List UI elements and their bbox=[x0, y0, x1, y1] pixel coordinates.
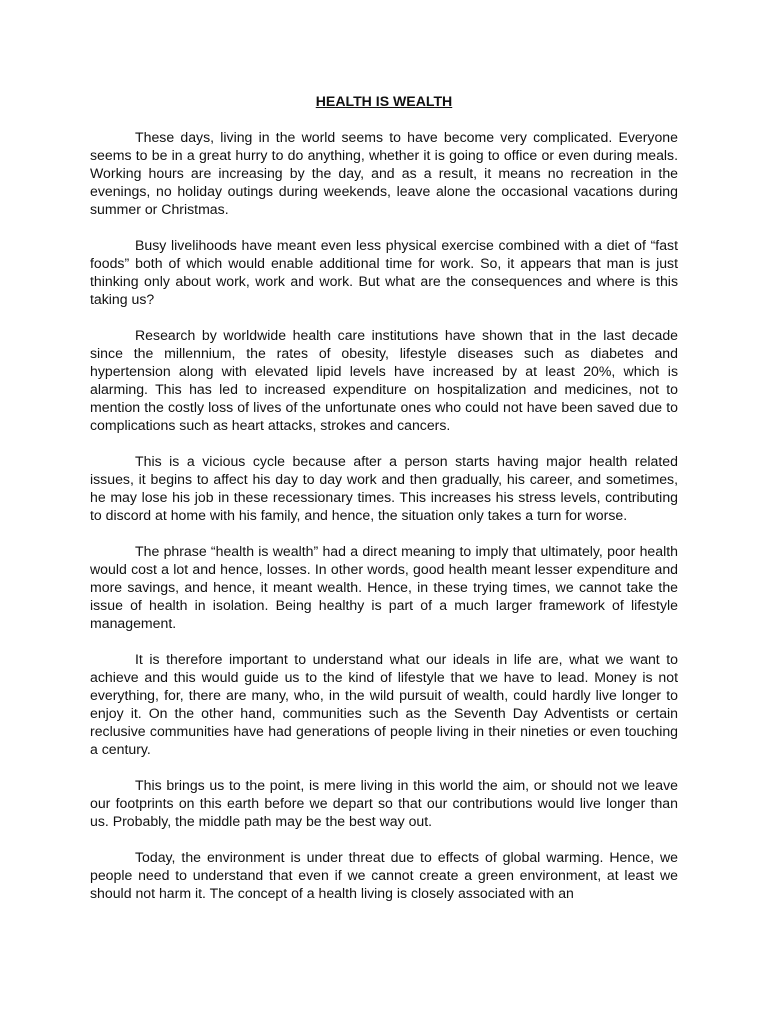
paragraph-5: The phrase “health is wealth” had a direct meaning to imply that ultimately, poor health would cost a lot and hence, losses. In other words, good health meant lesser expenditure and more savings, and hence, it meant wealth. Hence, in these trying times, we cannot take the issue of health in isolation. Being healthy is part of a much larger framework of lifestyle management. bbox=[90, 543, 678, 631]
paragraph-6: It is therefore important to understand what our ideals in life are, what we want to achieve and this would guide us to the kind of lifestyle that we have to lead. Money is not everything, for, there are many, who, in the wild pursuit of wealth, could hardly live longer to enjoy it. On the other hand, communities such as the Seventh Day Adventists or certain reclusive communities have had generations of people living in their nineties or even touching a century. bbox=[90, 651, 678, 757]
document-title: HEALTH IS WEALTH bbox=[315, 93, 453, 109]
paragraph-2: Busy livelihoods have meant even less physical exercise combined with a diet of “fast foods” both of which would enable additional time for work. So, it appears that man is just thinking only about work, work and work. But what are the consequences and where is this taking us? bbox=[90, 237, 678, 307]
paragraph-8: Today, the environment is under threat due to effects of global warming. Hence, we people need to understand that even if we cannot create a green environment, at least we should not harm it. The concept of a health living is closely associated with an bbox=[90, 849, 678, 901]
paragraph-7: This brings us to the point, is mere living in this world the aim, or should not we leave our footprints on this earth before we depart so that our contributions would live longer than us. Probably, the middle path may be the best way out. bbox=[90, 777, 678, 829]
paragraph-4: This is a vicious cycle because after a person starts having major health related issues, it begins to affect his day to day work and then gradually, his career, and sometimes, he may lose his job in these recessionary times. This increases his stress levels, contributing to discord at home with his family, and hence, the situation only takes a turn for worse. bbox=[90, 453, 678, 523]
document-page bbox=[90, 92, 678, 920]
paragraph-3: Research by worldwide health care institutions have shown that in the last decade since the millennium, the rates of obesity, lifestyle diseases such as diabetes and hypertension along with elevated lipid levels have increased by at least 20%, which is alarming. This has led to increased expenditure on hospitalization and medicines, not to mention the costly loss of lives of the unfortunate ones who could not have been saved due to complications such as heart attacks, strokes and cancers. bbox=[90, 327, 678, 433]
paragraph-1: These days, living in the world seems to have become very complicated. Everyone seems to be in a great hurry to do anything, whether it is going to office or even during meals. Working hours are increasing by the day, and as a result, it means no recreation in the evenings, no holiday outings during weekends, leave alone the occasional vacations during summer or Christmas. bbox=[90, 129, 678, 217]
